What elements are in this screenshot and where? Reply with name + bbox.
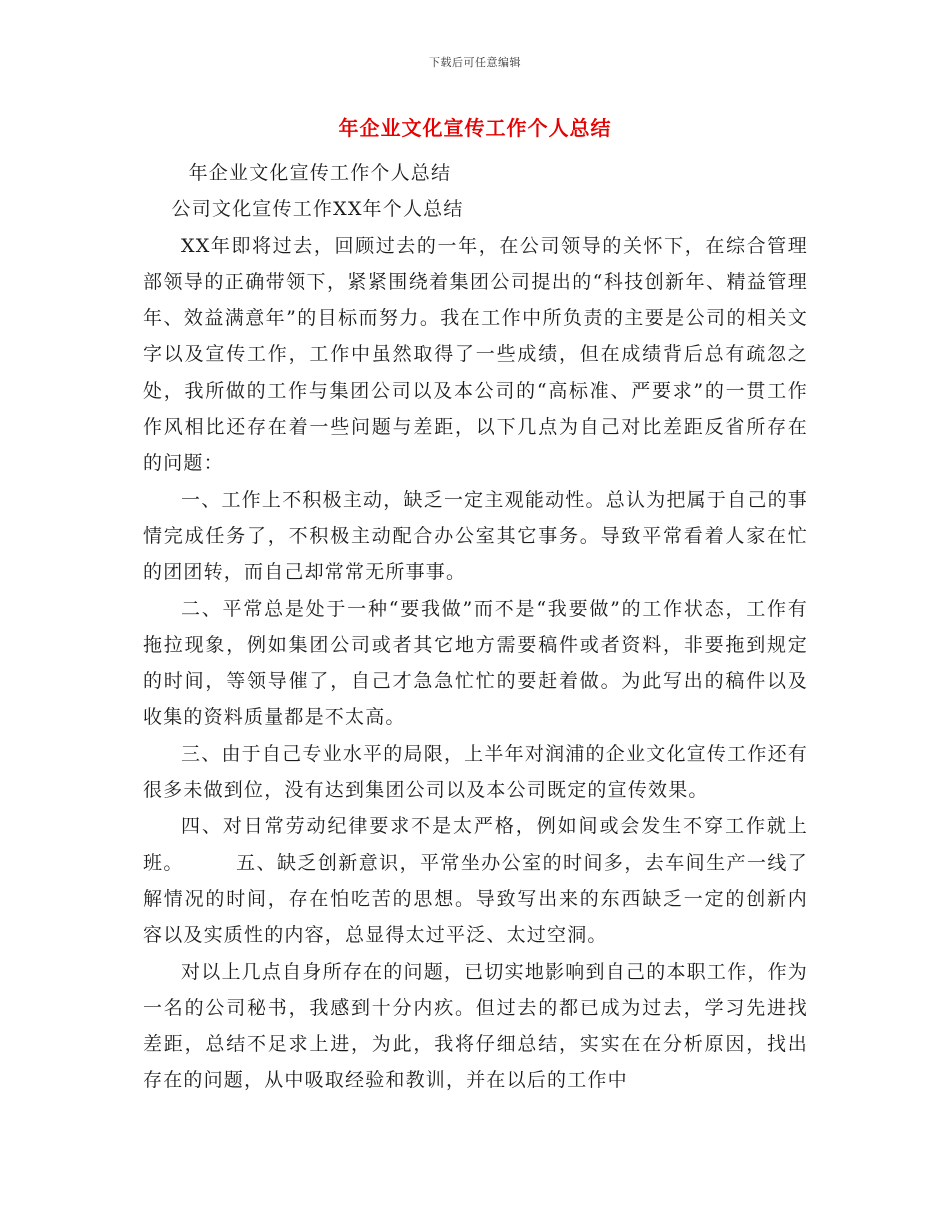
subtitle-line-1: 年企业文化宣传工作个人总结 [188, 162, 452, 184]
paragraph-point-4-5 [143, 808, 808, 953]
paragraph-point-3: 三、由于自己专业水平的局限，上半年对润浦的企业文化宣传工作还有很多未做到位，没有达到集团公司以及本公司既定的宣传效果。 [143, 742, 808, 802]
paragraph-conclusion: 对以上几点自身所存在的问题，已切实地影响到自己的本职工作，作为一名的公司秘书，我感到十分内疚。但过去的都已成为过去，学习先进找差距，总结不足求上进，为此，我将仔细总结，实实在在分析原因，找出存在的问题，从中吸取经验和教训，并在以后的工作中 [143, 960, 808, 1092]
subtitle-line-2: 公司文化宣传工作XX年个人总结 [171, 198, 464, 221]
paragraph-point-2: 二、平常总是处于一种“要我做”而不是“我要做”的工作状态，工作有拖拉现象，例如集团公司或者其它地方需要稿件或者资料，非要拖到规定的时间，等领导催了，自己才急急忙忙的要赶着做。为此写出的稿件以及收集的资料质量都是不太高。 [143, 597, 808, 729]
document-title: 年企业文化宣传工作个人总结 [338, 116, 612, 140]
paragraph-point-1: 一、工作上不积极主动，缺乏一定主观能动性。总认为把属于自己的事情完成任务了，不积极主动配合办公室其它事务。导致平常看着人家在忙的团团转，而自己却常常无所事事。 [143, 488, 808, 584]
document-body [143, 155, 808, 1099]
paragraph-intro: XX年即将过去，回顾过去的一年，在公司领导的关怀下，在综合管理部领导的正确带领下，紧紧围绕着集团公司提出的“科技创新年、精益管理年、效益满意年”的目标而努力。我在工作中所负责的主要是公司的相关文字以及宣传工作，工作中虽然取得了一些成绩，但在成绩背后总有疏忽之处，我所做的工作与集团公司以及本公司的“高标准、严要求”的一贯工作作风相比还存在着一些问题与差距，以下几点为自己对比差距反省所存在的问题： [143, 234, 808, 475]
header-note: 下载后可任意编辑 [429, 56, 521, 69]
paragraph-point-4: 四、对日常劳动纪律要求不是太严格，例如间或会发生不穿工作就上班。 [143, 815, 808, 874]
paragraph-point-5: 五、缺乏创新意识，平常坐办公室的时间多，去车间生产一线了解情况的时间，存在怕吃苦的思想。导致写出来的东西缺乏一定的创新内容以及实质性的内容，总显得太过平泛、太过空洞。 [143, 851, 808, 947]
